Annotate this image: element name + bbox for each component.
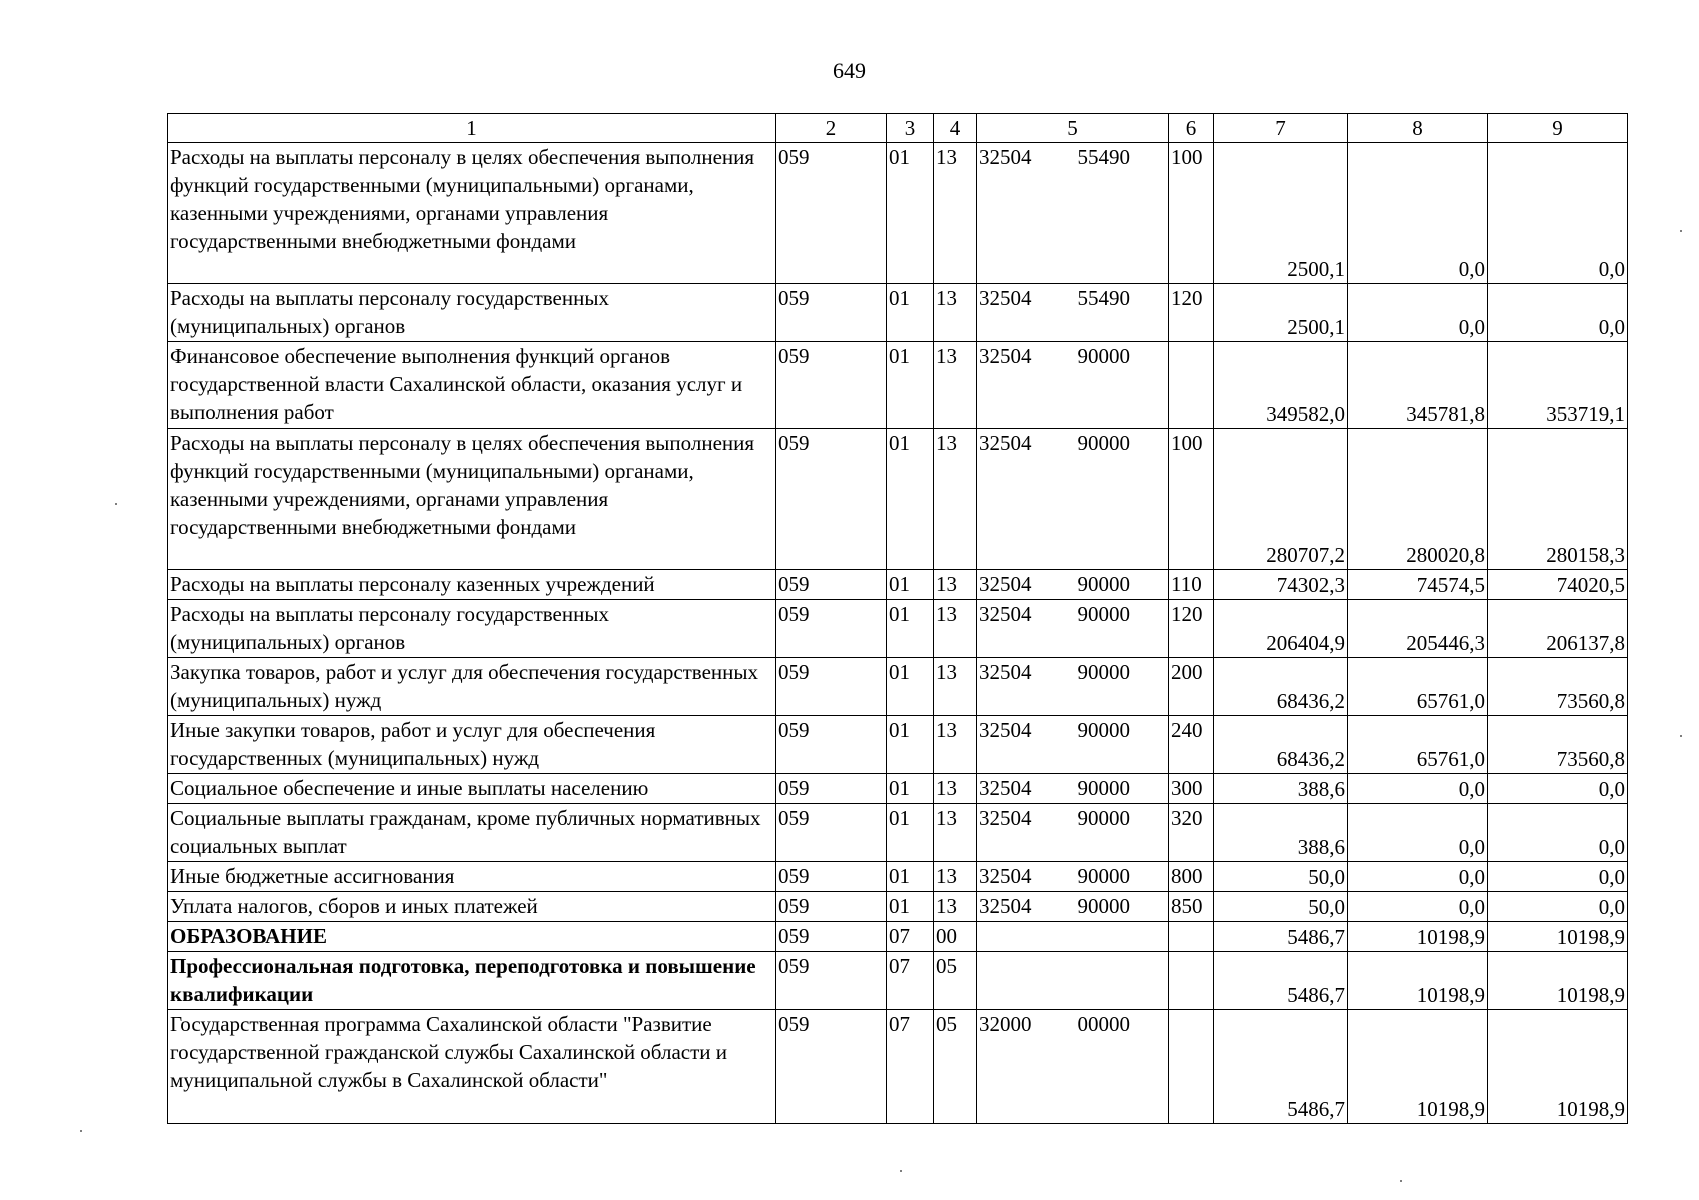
column-header: 8 [1348, 114, 1488, 143]
code-expense-type: 120 [1169, 284, 1214, 342]
amount-col7: 5486,7 [1214, 922, 1348, 952]
code-section: 01 [887, 570, 934, 600]
code-admin: 059 [776, 342, 887, 429]
code-subsection: 13 [934, 143, 977, 284]
code-subsection: 13 [934, 284, 977, 342]
code-subsection: 13 [934, 429, 977, 570]
amount-col7: 50,0 [1214, 862, 1348, 892]
amount-col9: 10198,9 [1488, 1010, 1628, 1124]
code-target-article [977, 892, 1169, 922]
code-target-article [977, 1010, 1169, 1124]
code-direction: 90000 [1077, 431, 1130, 455]
code-program: 32504 [979, 660, 1032, 684]
amount-col8: 280020,8 [1348, 429, 1488, 570]
scan-speck [1680, 230, 1682, 232]
code-target-article [977, 658, 1169, 716]
amount-col8: 10198,9 [1348, 922, 1488, 952]
budget-table [167, 113, 1628, 1124]
amount-col8: 0,0 [1348, 862, 1488, 892]
table-row [168, 922, 1628, 952]
code-program: 32504 [979, 344, 1032, 368]
code-direction: 90000 [1077, 894, 1130, 918]
table-header-row [168, 114, 1628, 143]
amount-col8: 65761,0 [1348, 658, 1488, 716]
code-section: 01 [887, 716, 934, 774]
amount-col7: 2500,1 [1214, 143, 1348, 284]
code-section: 01 [887, 284, 934, 342]
table-row [168, 892, 1628, 922]
column-header: 3 [887, 114, 934, 143]
amount-col7: 68436,2 [1214, 658, 1348, 716]
code-target-article [977, 804, 1169, 862]
code-section: 01 [887, 658, 934, 716]
scan-speck [1400, 1180, 1402, 1182]
amount-col7: 280707,2 [1214, 429, 1348, 570]
row-name: Уплата налогов, сборов и иных платежей [168, 892, 776, 922]
table-row [168, 774, 1628, 804]
code-program: 32504 [979, 776, 1032, 800]
code-section: 01 [887, 862, 934, 892]
amount-col8: 205446,3 [1348, 600, 1488, 658]
row-name: Расходы на выплаты персоналу казенных учреждений [168, 570, 776, 600]
amount-col8: 0,0 [1348, 804, 1488, 862]
code-admin: 059 [776, 862, 887, 892]
code-section: 01 [887, 342, 934, 429]
code-direction: 00000 [1077, 1012, 1130, 1036]
code-admin: 059 [776, 658, 887, 716]
code-subsection: 13 [934, 658, 977, 716]
column-header: 7 [1214, 114, 1348, 143]
code-target-article [977, 952, 1169, 1010]
table-row [168, 716, 1628, 774]
code-expense-type: 100 [1169, 429, 1214, 570]
code-expense-type: 320 [1169, 804, 1214, 862]
row-name: Социальное обеспечение и иные выплаты населению [168, 774, 776, 804]
amount-col9: 10198,9 [1488, 922, 1628, 952]
amount-col7: 5486,7 [1214, 1010, 1348, 1124]
column-header: 6 [1169, 114, 1214, 143]
code-program: 32504 [979, 572, 1032, 596]
row-name: Расходы на выплаты персоналу в целях обеспечения выполнения функций государственными (муниципальными) органами, казенными учреждениями, органами управления государственными внебюджетными фондами [168, 143, 776, 284]
code-subsection: 05 [934, 952, 977, 1010]
row-name: Иные закупки товаров, работ и услуг для обеспечения государственных (муниципальных) нужд [168, 716, 776, 774]
table-row [168, 862, 1628, 892]
code-target-article [977, 342, 1169, 429]
code-direction: 90000 [1077, 864, 1130, 888]
row-name: Финансовое обеспечение выполнения функций органов государственной власти Сахалинской области, оказания услуг и выполнения работ [168, 342, 776, 429]
code-section: 01 [887, 600, 934, 658]
code-program: 32504 [979, 431, 1032, 455]
code-expense-type: 110 [1169, 570, 1214, 600]
amount-col9: 73560,8 [1488, 658, 1628, 716]
code-admin: 059 [776, 284, 887, 342]
amount-col7: 388,6 [1214, 774, 1348, 804]
column-header: 2 [776, 114, 887, 143]
code-section: 07 [887, 1010, 934, 1124]
row-name: ОБРАЗОВАНИЕ [168, 922, 776, 952]
code-expense-type: 800 [1169, 862, 1214, 892]
amount-col9: 206137,8 [1488, 600, 1628, 658]
row-name: Расходы на выплаты персоналу в целях обеспечения выполнения функций государственными (муниципальными) органами, казенными учреждениями, органами управления государственными внебюджетными фондами [168, 429, 776, 570]
code-direction: 90000 [1077, 572, 1130, 596]
amount-col9: 73560,8 [1488, 716, 1628, 774]
code-section: 01 [887, 892, 934, 922]
code-expense-type [1169, 1010, 1214, 1124]
page-number: 649 [833, 58, 866, 83]
amount-col8: 0,0 [1348, 143, 1488, 284]
amount-col7: 74302,3 [1214, 570, 1348, 600]
code-expense-type [1169, 952, 1214, 1010]
code-admin: 059 [776, 952, 887, 1010]
code-expense-type: 850 [1169, 892, 1214, 922]
code-direction: 90000 [1077, 718, 1130, 742]
code-admin: 059 [776, 143, 887, 284]
column-header: 1 [168, 114, 776, 143]
code-admin: 059 [776, 804, 887, 862]
amount-col8: 65761,0 [1348, 716, 1488, 774]
amount-col9: 0,0 [1488, 284, 1628, 342]
amount-col9: 0,0 [1488, 892, 1628, 922]
code-direction: 90000 [1077, 660, 1130, 684]
code-expense-type: 240 [1169, 716, 1214, 774]
code-expense-type: 120 [1169, 600, 1214, 658]
code-section: 07 [887, 952, 934, 1010]
code-section: 01 [887, 804, 934, 862]
code-admin: 059 [776, 429, 887, 570]
amount-col9: 280158,3 [1488, 429, 1628, 570]
amount-col9: 10198,9 [1488, 952, 1628, 1010]
code-direction: 90000 [1077, 344, 1130, 368]
code-direction: 55490 [1077, 286, 1130, 310]
amount-col7: 50,0 [1214, 892, 1348, 922]
table-row [168, 1010, 1628, 1124]
code-subsection: 13 [934, 716, 977, 774]
row-name: Профессиональная подготовка, переподготовка и повышение квалификации [168, 952, 776, 1010]
table-row [168, 143, 1628, 284]
amount-col8: 10198,9 [1348, 1010, 1488, 1124]
code-subsection: 13 [934, 804, 977, 862]
amount-col9: 0,0 [1488, 774, 1628, 804]
code-direction: 90000 [1077, 602, 1130, 626]
code-subsection: 00 [934, 922, 977, 952]
table-row [168, 658, 1628, 716]
code-section: 01 [887, 143, 934, 284]
code-subsection: 13 [934, 570, 977, 600]
amount-col9: 0,0 [1488, 862, 1628, 892]
code-section: 07 [887, 922, 934, 952]
code-target-article [977, 600, 1169, 658]
row-name: Закупка товаров, работ и услуг для обеспечения государственных (муниципальных) нужд [168, 658, 776, 716]
code-section: 01 [887, 774, 934, 804]
row-name: Социальные выплаты гражданам, кроме публичных нормативных социальных выплат [168, 804, 776, 862]
code-admin: 059 [776, 892, 887, 922]
code-section: 01 [887, 429, 934, 570]
scan-speck [115, 503, 117, 505]
amount-col7: 68436,2 [1214, 716, 1348, 774]
table-row [168, 429, 1628, 570]
code-target-article [977, 143, 1169, 284]
code-expense-type [1169, 342, 1214, 429]
amount-col8: 0,0 [1348, 774, 1488, 804]
amount-col9: 353719,1 [1488, 342, 1628, 429]
amount-col7: 388,6 [1214, 804, 1348, 862]
amount-col9: 0,0 [1488, 143, 1628, 284]
code-admin: 059 [776, 922, 887, 952]
amount-col7: 349582,0 [1214, 342, 1348, 429]
amount-col7: 5486,7 [1214, 952, 1348, 1010]
column-header: 4 [934, 114, 977, 143]
code-target-article [977, 922, 1169, 952]
code-subsection: 13 [934, 892, 977, 922]
code-subsection: 13 [934, 774, 977, 804]
code-admin: 059 [776, 600, 887, 658]
code-program: 32504 [979, 286, 1032, 310]
scan-speck [80, 1130, 82, 1132]
amount-col7: 206404,9 [1214, 600, 1348, 658]
table-row [168, 804, 1628, 862]
scan-speck [1680, 735, 1682, 737]
column-header: 9 [1488, 114, 1628, 143]
amount-col8: 74574,5 [1348, 570, 1488, 600]
code-program: 32504 [979, 602, 1032, 626]
code-program: 32000 [979, 1012, 1032, 1036]
code-program: 32504 [979, 145, 1032, 169]
table-row [168, 342, 1628, 429]
code-admin: 059 [776, 774, 887, 804]
code-admin: 059 [776, 716, 887, 774]
code-expense-type [1169, 922, 1214, 952]
code-subsection: 13 [934, 342, 977, 429]
column-header: 5 [977, 114, 1169, 143]
amount-col9: 0,0 [1488, 804, 1628, 862]
table-row [168, 284, 1628, 342]
code-expense-type: 200 [1169, 658, 1214, 716]
code-subsection: 13 [934, 600, 977, 658]
code-target-article [977, 284, 1169, 342]
code-direction: 90000 [1077, 806, 1130, 830]
code-subsection: 05 [934, 1010, 977, 1124]
scan-speck [900, 1170, 902, 1172]
code-admin: 059 [776, 570, 887, 600]
table-row [168, 952, 1628, 1010]
row-name: Иные бюджетные ассигнования [168, 862, 776, 892]
code-target-article [977, 429, 1169, 570]
code-admin: 059 [776, 1010, 887, 1124]
code-subsection: 13 [934, 862, 977, 892]
row-name: Расходы на выплаты персоналу государственных (муниципальных) органов [168, 600, 776, 658]
code-target-article [977, 570, 1169, 600]
code-expense-type: 100 [1169, 143, 1214, 284]
row-name: Расходы на выплаты персоналу государственных (муниципальных) органов [168, 284, 776, 342]
table-row [168, 570, 1628, 600]
code-program: 32504 [979, 806, 1032, 830]
amount-col7: 2500,1 [1214, 284, 1348, 342]
amount-col9: 74020,5 [1488, 570, 1628, 600]
row-name: Государственная программа Сахалинской области "Развитие государственной гражданской службы Сахалинской области и муниципальной службы в Сахалинской области" [168, 1010, 776, 1124]
code-program: 32504 [979, 864, 1032, 888]
code-program: 32504 [979, 894, 1032, 918]
code-program: 32504 [979, 718, 1032, 742]
code-direction: 90000 [1077, 776, 1130, 800]
code-target-article [977, 862, 1169, 892]
amount-col8: 0,0 [1348, 284, 1488, 342]
code-target-article [977, 774, 1169, 804]
code-expense-type: 300 [1169, 774, 1214, 804]
table-row [168, 600, 1628, 658]
code-target-article [977, 716, 1169, 774]
amount-col8: 345781,8 [1348, 342, 1488, 429]
amount-col8: 0,0 [1348, 892, 1488, 922]
code-direction: 55490 [1077, 145, 1130, 169]
amount-col8: 10198,9 [1348, 952, 1488, 1010]
